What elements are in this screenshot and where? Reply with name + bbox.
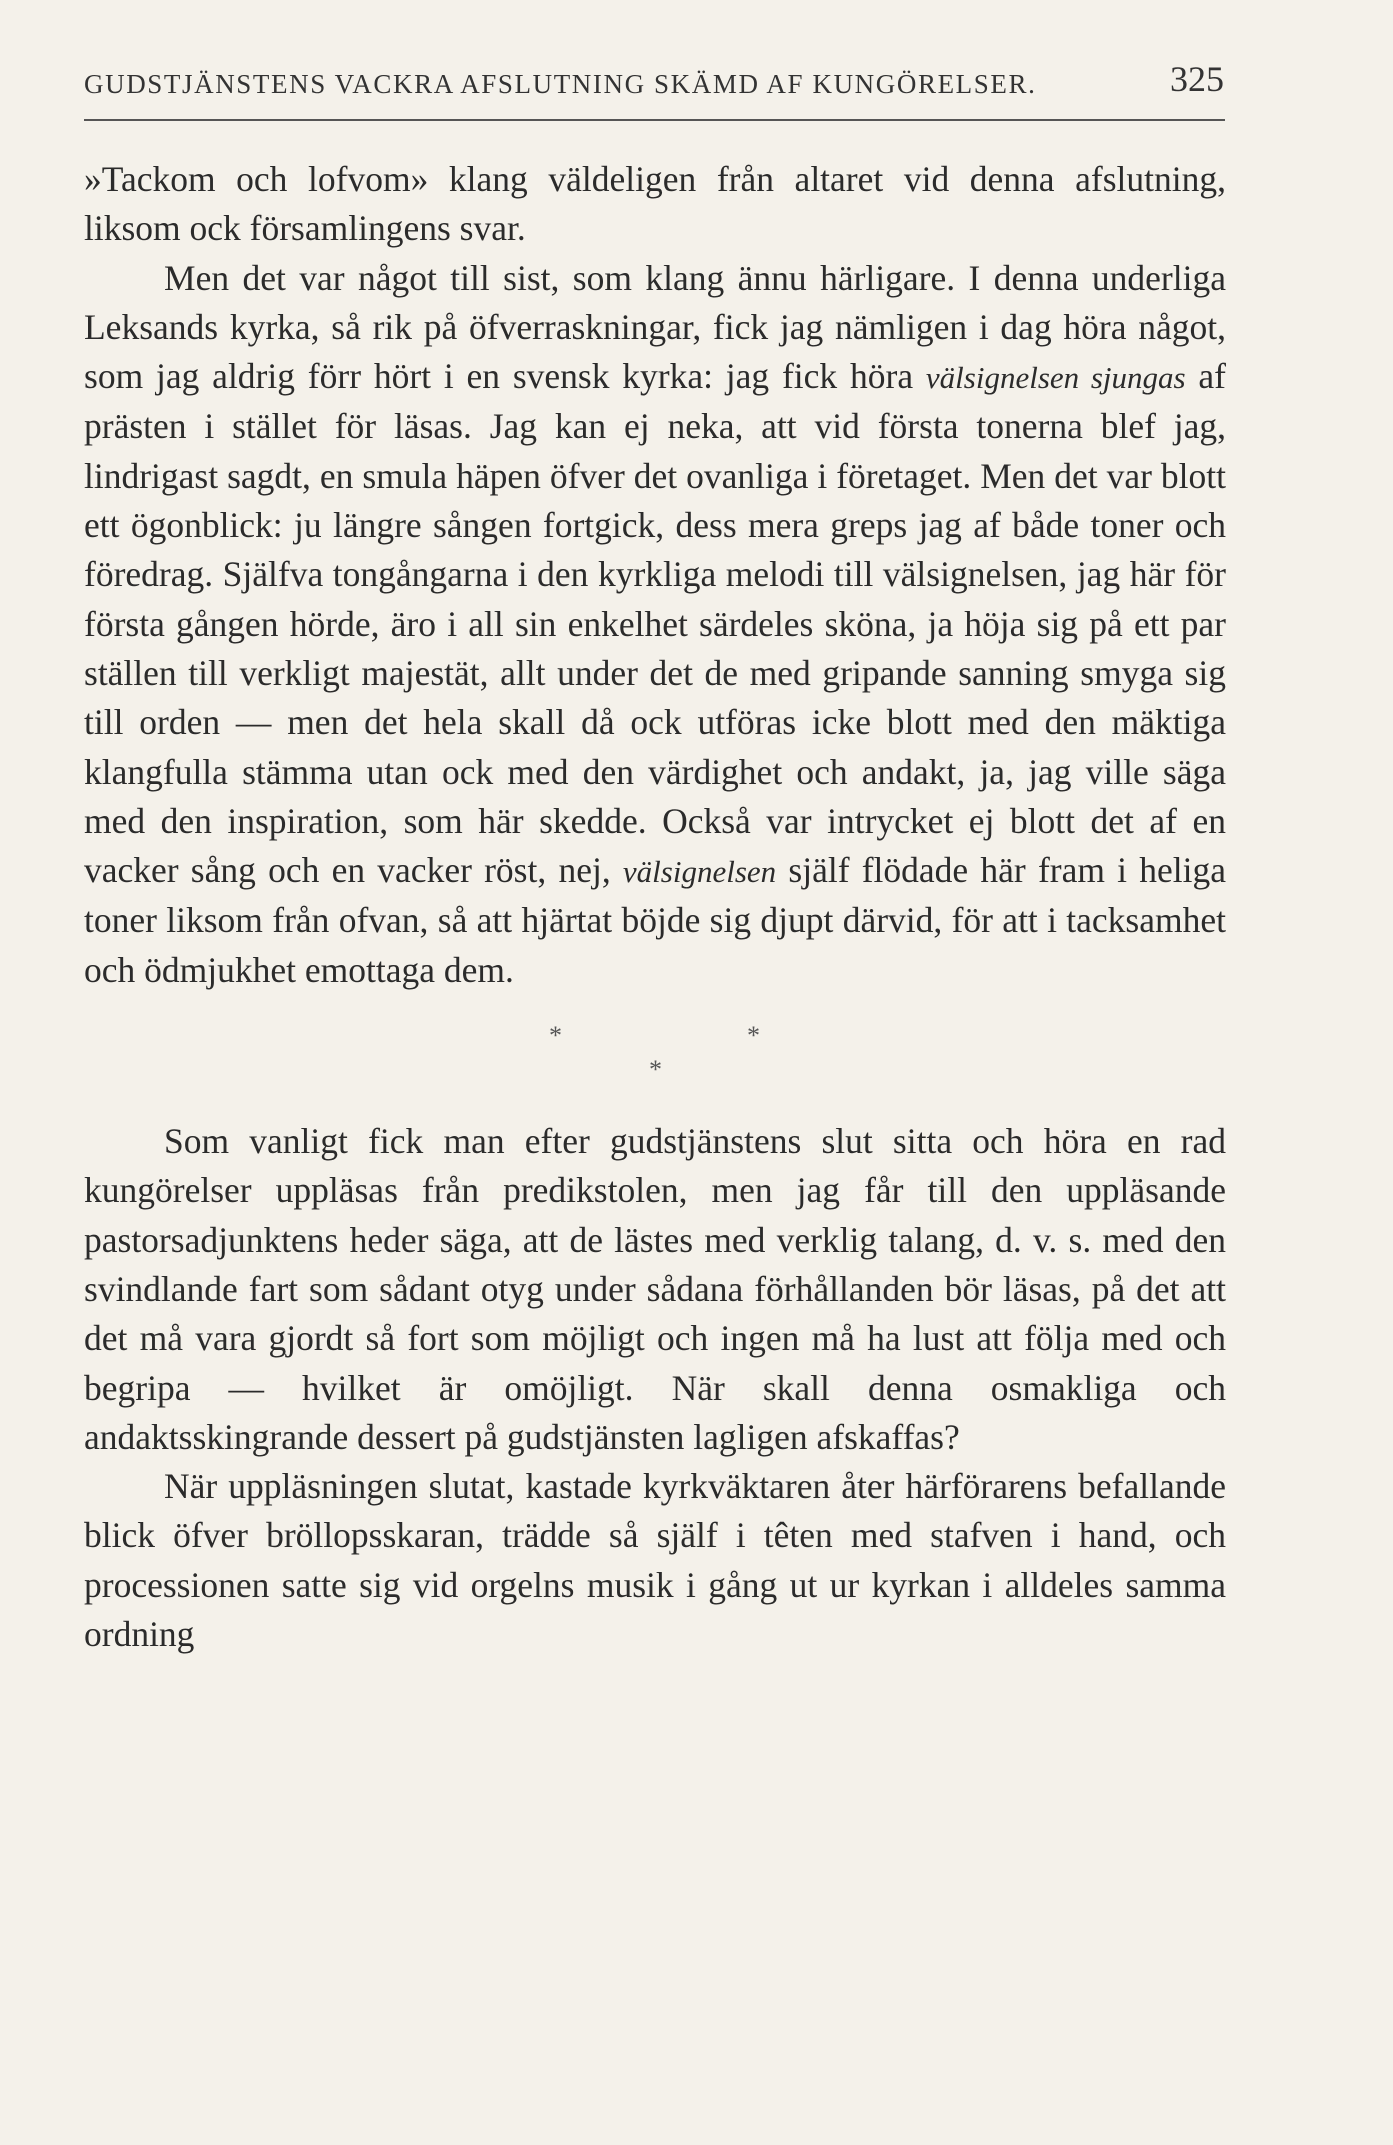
section-break-asterism bbox=[84, 1013, 1226, 1095]
paragraph-2 bbox=[84, 254, 1226, 995]
paragraph-1-text: »Tackom och lofvom» klang väldeligen från altaret vid denna afslutning, liksom ock församlingens svar. bbox=[84, 159, 1226, 249]
paragraph-3-text: Som vanligt fick man efter gudstjänstens slut sitta och höra en rad kungörelser uppläsas från predikstolen, men jag får till den uppläsande pastorsadjunktens heder säga, att de lästes med verklig talang, d. v. s. med den svindlande fart som sådant otyg under sådana förhållanden bör läsas, på det att det må vara gjordt så fort som möjligt och ingen må ha lust att följa med och begripa — hvilket är omöjligt. När skall denna osmakliga och andaktsskingrande dessert på gudstjänsten lagligen afskaffas? bbox=[84, 1121, 1226, 1457]
paragraph-4 bbox=[84, 1462, 1226, 1659]
paragraph-4-text: När uppläsningen slutat, kastade kyrkväktaren åter härförarens befallande blick öfver bröllopsskaran, trädde så själf i têten med stafven i hand, och processionen satte sig vid orgelns musik i gång ut ur kyrkan i alldeles samma ordning bbox=[84, 1466, 1226, 1655]
paragraph-2-text-a: Men det var något till sist, som klang ännu härligare. I denna underliga Leksands kyrka, så rik på öfverraskningar, fick jag nämligen i dag höra något, som jag aldrig förr hört i en svensk kyrka: jag fick höra bbox=[84, 257, 1226, 397]
header-rule bbox=[84, 119, 1225, 121]
asterisk-glyph: * bbox=[747, 1021, 760, 1051]
italic-phrase-1: välsignelsen sjungas bbox=[925, 360, 1186, 396]
running-head bbox=[84, 40, 1224, 100]
page-number: 325 bbox=[1170, 59, 1224, 99]
italic-phrase-2: välsignelsen bbox=[622, 854, 777, 890]
running-title: GUDSTJÄNSTENS VACKRA AFSLUTNING SKÄMD AF KUNGÖRELSER. bbox=[84, 69, 1037, 99]
body-text bbox=[84, 155, 1226, 1659]
asterisk-glyph: * bbox=[649, 1055, 662, 1085]
paragraph-1 bbox=[84, 155, 1226, 254]
paragraph-3 bbox=[84, 1117, 1226, 1462]
asterisk-glyph: * bbox=[549, 1021, 562, 1051]
paragraph-2-text-b: af prästen i stället för läsas. Jag kan ej neka, att vid första tonerna blef jag, lindrigast sagdt, en smula häpen öfver det ovanliga i företaget. Men det var blott ett ögonblick: ju längre sången fortgick, dess mera greps jag af både toner och föredrag. Själfva tongångarna i den kyrkliga melodi till välsignelsen, jag här för första gången hörde, äro i all sin enkelhet särdeles sköna, ja höja sig på ett par ställen till verkligt majestät, allt under det de med gripande sanning smyga sig till orden — men det hela skall då ock utföras icke blott med den mäktiga klangfulla stämma utan ock med den värdighet och andakt, ja, jag ville säga med den inspiration, som här skedde. Också var intrycket ej blott det af en vacker sång och en vacker röst, nej, bbox=[84, 356, 1226, 891]
paragraph-2-text-c: själf flödade här fram i heliga toner liksom från ofvan, så att hjärtat böjde sig djupt därvid, för att i tacksamhet och ödmjukhet emottaga dem. bbox=[84, 850, 1226, 990]
